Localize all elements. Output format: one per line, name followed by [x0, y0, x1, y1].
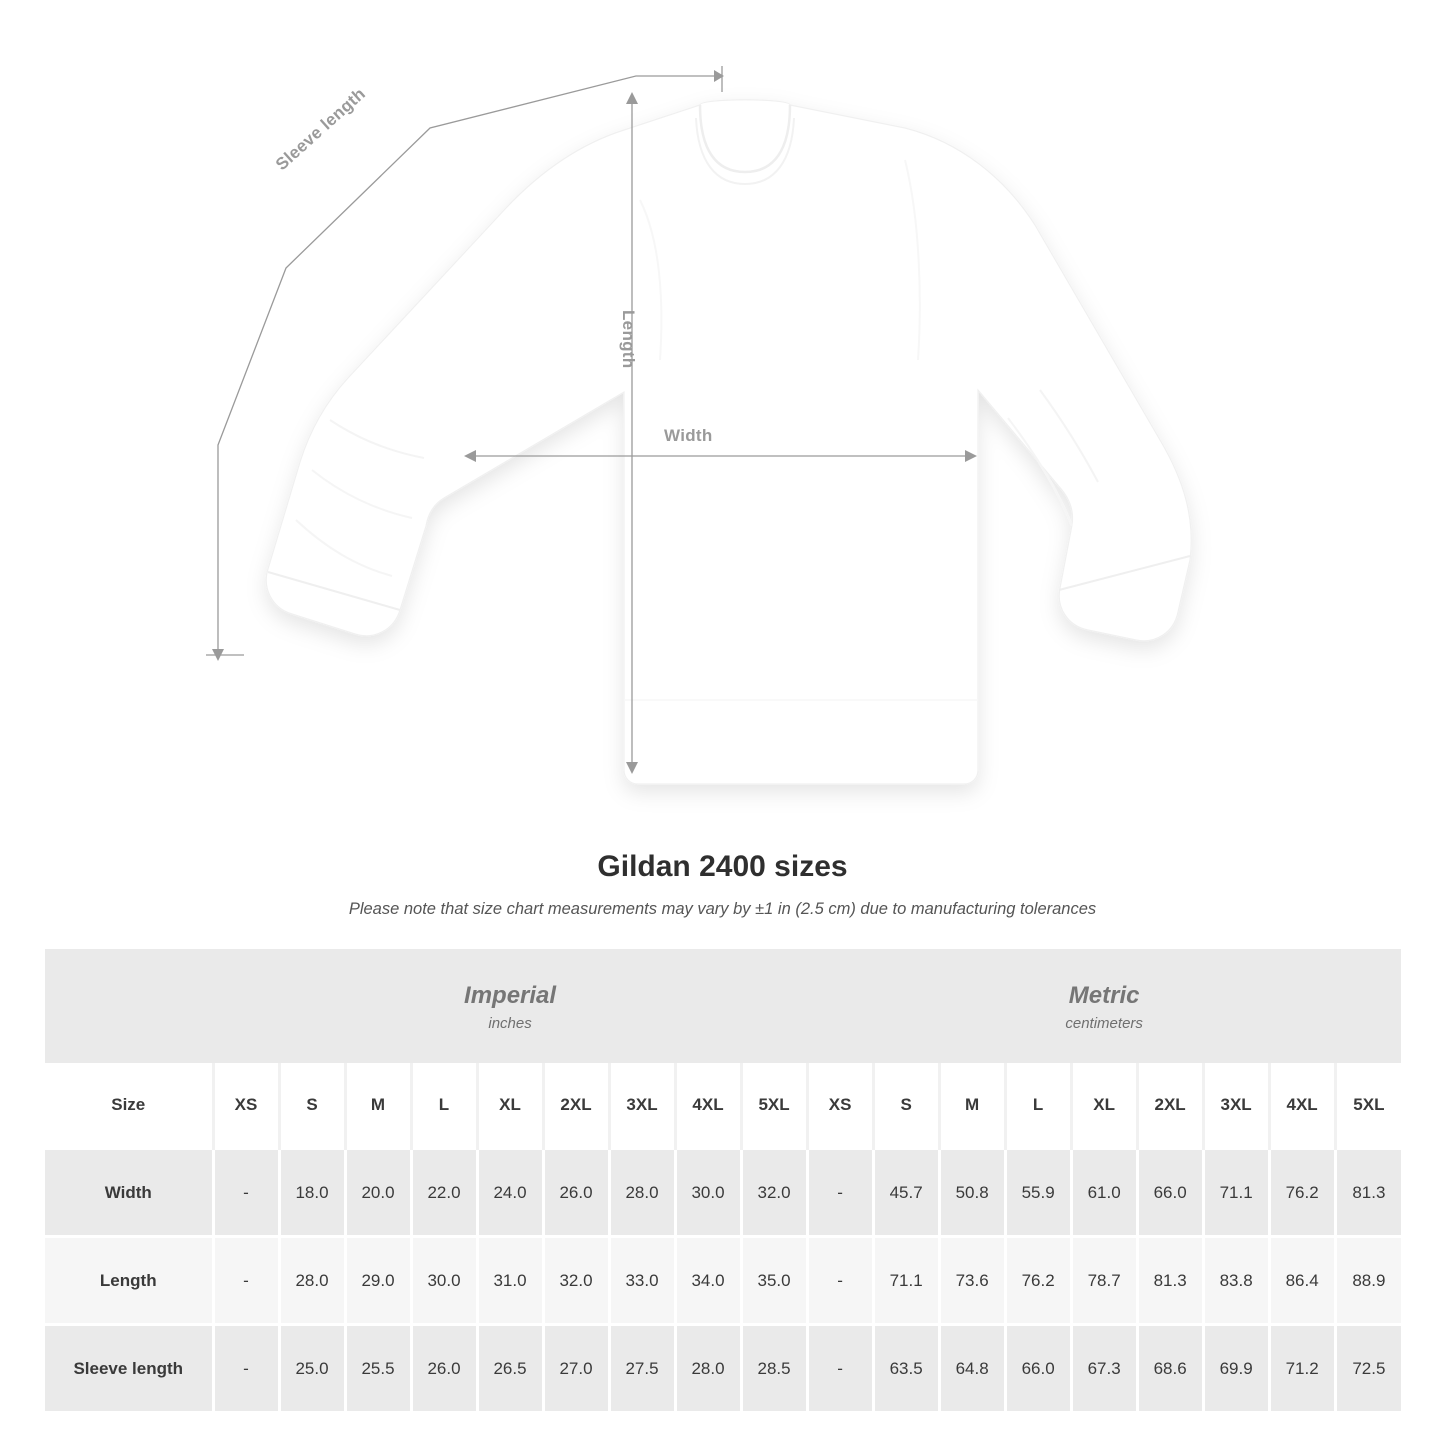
cell: 69.9 — [1203, 1325, 1269, 1412]
table-row — [45, 1149, 1401, 1237]
length-label: Length — [619, 310, 638, 369]
cell: 88.9 — [1335, 1237, 1401, 1325]
size-header-cell: 5XL — [1335, 1063, 1401, 1149]
size-header-cell: 3XL — [1203, 1063, 1269, 1149]
size-header-cell: 2XL — [543, 1063, 609, 1149]
cell: 24.0 — [477, 1149, 543, 1237]
cell: 66.0 — [1005, 1325, 1071, 1412]
size-header-cell: 4XL — [675, 1063, 741, 1149]
cell: 76.2 — [1005, 1237, 1071, 1325]
cell: 28.0 — [675, 1325, 741, 1412]
size-header-cell: 4XL — [1269, 1063, 1335, 1149]
cell: 26.0 — [411, 1325, 477, 1412]
row-label-width: Width — [45, 1149, 213, 1237]
size-header-cell: XL — [477, 1063, 543, 1149]
cell: 67.3 — [1071, 1325, 1137, 1412]
cell: 63.5 — [873, 1325, 939, 1412]
table-row — [45, 1325, 1401, 1412]
cell: - — [807, 1149, 873, 1237]
title-block — [0, 850, 1445, 919]
size-header-cell: M — [939, 1063, 1005, 1149]
size-header-cell: M — [345, 1063, 411, 1149]
cell: 66.0 — [1137, 1149, 1203, 1237]
size-header-cell: XL — [1071, 1063, 1137, 1149]
size-table — [45, 949, 1401, 1411]
cell: 86.4 — [1269, 1237, 1335, 1325]
cell: - — [213, 1149, 279, 1237]
size-header-cell: 2XL — [1137, 1063, 1203, 1149]
cell: 64.8 — [939, 1325, 1005, 1412]
cell: 30.0 — [675, 1149, 741, 1237]
cell: 25.0 — [279, 1325, 345, 1412]
unit-header-spacer — [45, 949, 213, 1063]
cell: 26.5 — [477, 1325, 543, 1412]
imperial-sub: inches — [488, 1014, 532, 1032]
cell: 28.5 — [741, 1325, 807, 1412]
size-header-row — [45, 1063, 1401, 1149]
cell: 33.0 — [609, 1237, 675, 1325]
cell: 71.2 — [1269, 1325, 1335, 1412]
unit-header-imperial — [213, 949, 807, 1063]
tolerance-note: Please note that size chart measurements may vary by ±1 in (2.5 cm) due to manufacturing tolerances — [348, 900, 1097, 918]
width-label: Width — [664, 426, 713, 445]
cell: 28.0 — [609, 1149, 675, 1237]
cell: - — [213, 1325, 279, 1412]
row-label-length: Length — [45, 1237, 213, 1325]
size-header-cell: 3XL — [609, 1063, 675, 1149]
cell: 29.0 — [345, 1237, 411, 1325]
cell: 18.0 — [279, 1149, 345, 1237]
cell: 32.0 — [543, 1237, 609, 1325]
shirt-shape — [266, 100, 1191, 784]
size-table-wrapper — [45, 949, 1400, 1411]
cell: 34.0 — [675, 1237, 741, 1325]
cell: 27.5 — [609, 1325, 675, 1412]
cell: 20.0 — [345, 1149, 411, 1237]
metric-sub: centimeters — [1065, 1014, 1143, 1032]
cell: 32.0 — [741, 1149, 807, 1237]
cell: 61.0 — [1071, 1149, 1137, 1237]
size-header-label: Size — [45, 1063, 213, 1149]
cell: 31.0 — [477, 1237, 543, 1325]
size-header-cell: XS — [213, 1063, 279, 1149]
unit-header-metric — [807, 949, 1401, 1063]
page-title: Gildan 2400 sizes — [597, 850, 848, 883]
cell: - — [807, 1325, 873, 1412]
cell: 28.0 — [279, 1237, 345, 1325]
size-header-cell: 5XL — [741, 1063, 807, 1149]
cell: 76.2 — [1269, 1149, 1335, 1237]
table-row — [45, 1237, 1401, 1325]
size-header-cell: S — [279, 1063, 345, 1149]
size-header-cell: L — [411, 1063, 477, 1149]
cell: 71.1 — [1203, 1149, 1269, 1237]
cell: 81.3 — [1137, 1237, 1203, 1325]
cell: 68.6 — [1137, 1325, 1203, 1412]
cell: 26.0 — [543, 1149, 609, 1237]
cell: - — [807, 1237, 873, 1325]
imperial-name: Imperial — [464, 981, 557, 1009]
cell: 83.8 — [1203, 1237, 1269, 1325]
cell: 27.0 — [543, 1325, 609, 1412]
cell: 78.7 — [1071, 1237, 1137, 1325]
cell: 25.5 — [345, 1325, 411, 1412]
cell: 73.6 — [939, 1237, 1005, 1325]
cell: 50.8 — [939, 1149, 1005, 1237]
metric-name: Metric — [1068, 981, 1140, 1009]
row-label-sleeve-length: Sleeve length — [45, 1325, 213, 1412]
size-header-cell: L — [1005, 1063, 1071, 1149]
cell: 22.0 — [411, 1149, 477, 1237]
cell: 45.7 — [873, 1149, 939, 1237]
cell: 81.3 — [1335, 1149, 1401, 1237]
cell: 55.9 — [1005, 1149, 1071, 1237]
cell: 71.1 — [873, 1237, 939, 1325]
sleeve-length-label: Sleeve length — [272, 84, 370, 175]
size-header-cell: S — [873, 1063, 939, 1149]
cell: 30.0 — [411, 1237, 477, 1325]
size-header-cell: XS — [807, 1063, 873, 1149]
cell: - — [213, 1237, 279, 1325]
unit-header-row — [45, 949, 1401, 1063]
cell: 72.5 — [1335, 1325, 1401, 1412]
cell: 35.0 — [741, 1237, 807, 1325]
